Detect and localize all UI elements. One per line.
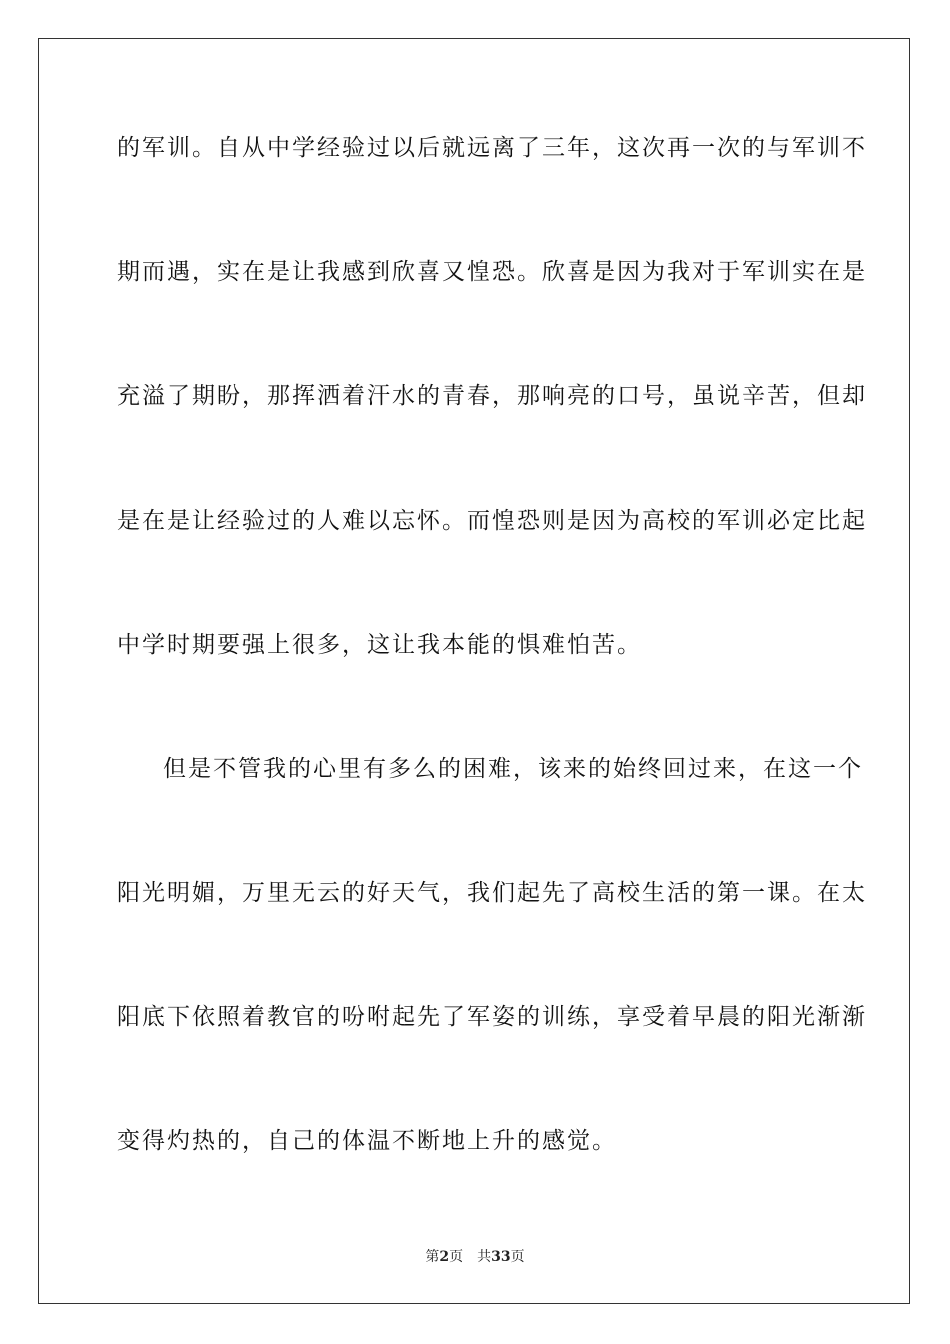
paragraph-1-line-1: 的军训。自从中学经验过以后就远离了三年，这次再一次的与军训不 — [117, 135, 867, 161]
total-unit: 页 — [510, 1249, 525, 1265]
paragraph-2-line-2: 阳光明媚，万里无云的好天气，我们起先了高校生活的第一课。在太 — [117, 880, 867, 906]
paragraph-1-line-4: 是在是让经验过的人难以忘怀。而惶恐则是因为高校的军训必定比起 — [117, 508, 867, 534]
paragraph-1-line-5: 中学时期要强上很多，这让我本能的惧难怕苦。 — [117, 632, 642, 658]
page-number: 2 — [439, 1249, 450, 1265]
page-footer — [0, 1247, 950, 1267]
page-prefix: 第 — [425, 1249, 440, 1265]
paragraph-2-line-3: 阳底下依照着教官的吩咐起先了军姿的训练，享受着早晨的阳光渐渐 — [117, 1004, 867, 1030]
paragraph-2-line-1: 但是不管我的心里有多么的困难，该来的始终回过来，在这一个 — [163, 756, 863, 782]
page-unit: 页 — [449, 1249, 464, 1265]
total-pages: 33 — [491, 1249, 511, 1265]
paragraph-2-line-4: 变得灼热的，自己的体温不断地上升的感觉。 — [117, 1128, 617, 1154]
paragraph-1-line-2: 期而遇，实在是让我感到欣喜又惶恐。欣喜是因为我对于军训实在是 — [117, 259, 867, 285]
total-prefix: 共 — [477, 1249, 492, 1265]
page-border — [38, 38, 910, 1304]
paragraph-1-line-3: 充溢了期盼，那挥洒着汗水的青春，那响亮的口号，虽说辛苦，但却 — [117, 383, 867, 409]
